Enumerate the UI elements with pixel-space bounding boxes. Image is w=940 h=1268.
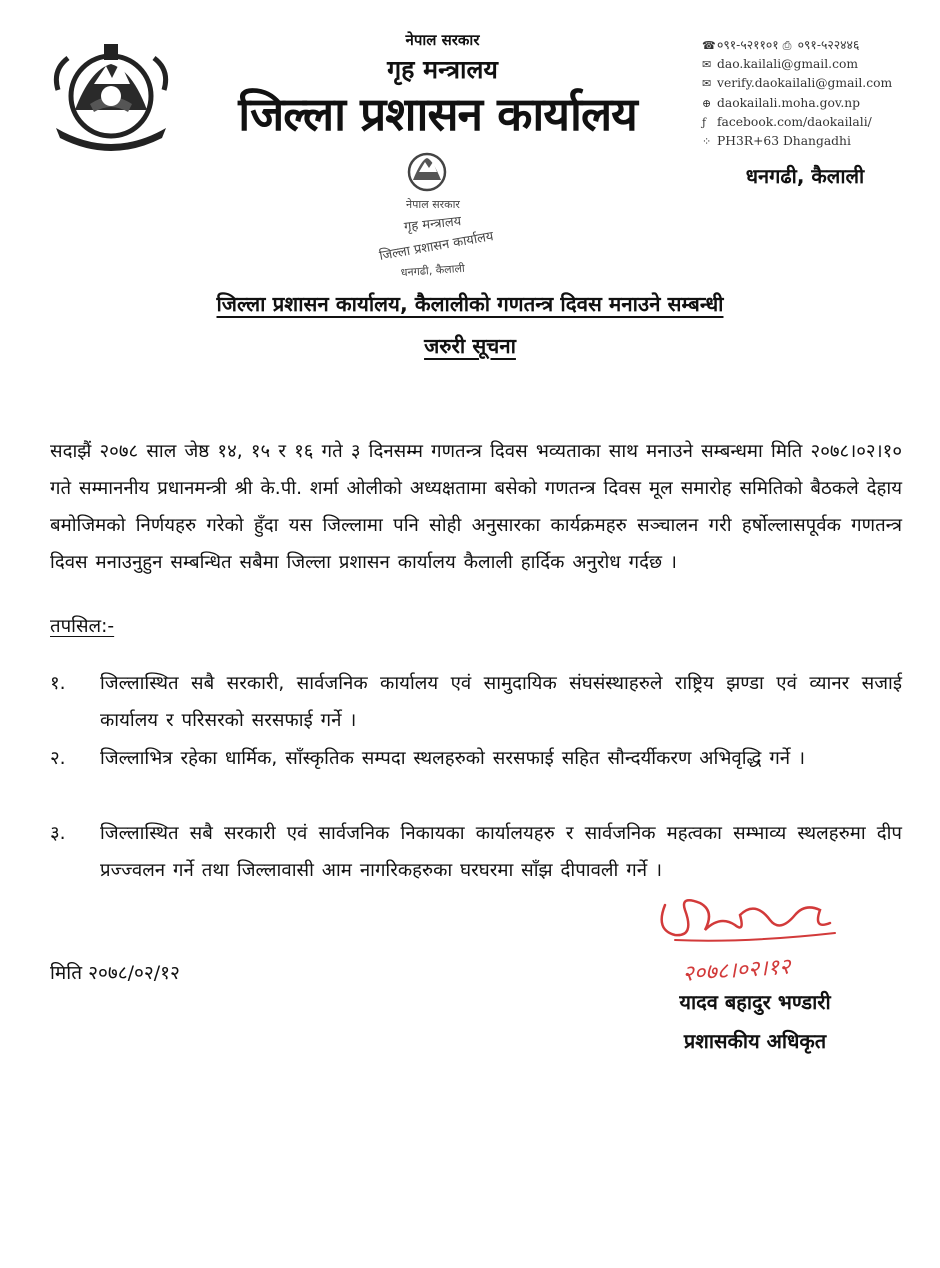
stamp-line-3: जिल्ला प्रशासन कार्यालय	[378, 229, 495, 264]
stamp-line-4: धनगढी, कैलाली	[400, 261, 466, 280]
plus-code: PH3R+63 Dhangadhi	[717, 134, 851, 149]
facebook-row	[702, 113, 932, 132]
phone-icon: ☎	[702, 39, 716, 52]
nepal-emblem-logo	[50, 40, 172, 152]
notice-subtitle: जरुरी सूचना	[424, 334, 516, 358]
contact-block	[702, 36, 932, 151]
ministry-name: गृह मन्त्रालय	[387, 55, 498, 84]
list-item	[50, 740, 902, 777]
signatory-title: प्रशासकीय अधिकृत	[683, 1029, 827, 1053]
office-location: धनगढी, कैलाली	[745, 164, 865, 188]
list-item-number: ३.	[50, 823, 66, 844]
stamp-emblem-icon	[409, 154, 445, 190]
list-item-text: जिल्लास्थित सबै सरकारी, सार्वजनिक कार्यालय एवं सामुदायिक संघसंस्थाहरुले राष्ट्रिय झण्डा एवं व्यानर सजाई कार्यालय र परिसरको सरसफाई गर्ने ।	[100, 673, 902, 731]
list-item	[50, 815, 902, 889]
stamp-line-1: नेपाल सरकार	[406, 198, 460, 211]
notice-title: जिल्ला प्रशासन कार्यालय, कैलालीको गणतन्त्र दिवस मनाउने सम्बन्धी	[216, 292, 724, 316]
website-row	[702, 94, 932, 113]
government-name: नेपाल सरकार	[405, 31, 480, 49]
notice-date: मिति २०७८/०२/१२	[50, 962, 180, 984]
list-item	[50, 665, 902, 739]
list-item-number: २.	[50, 748, 66, 769]
facebook-icon: ƒ	[702, 115, 707, 129]
stamp-line-2: गृह मन्त्रालय	[403, 214, 462, 235]
fax-icon: ⎙	[782, 39, 792, 52]
list-item-text: जिल्लाभित्र रहेका धार्मिक, साँस्कृतिक सम्पदा स्थलहरुको सरसफाई सहित सौन्दर्यीकरण अभिवृद्धि गर्ने ।	[100, 748, 806, 769]
office-name: जिल्ला प्रशासन कार्यालय	[238, 87, 637, 141]
list-item-number: १.	[50, 673, 66, 694]
phone-row	[702, 36, 932, 55]
handwritten-signature	[645, 885, 875, 995]
fax-number: ०९१-५२२४४६	[797, 38, 860, 52]
globe-icon: ⊕	[702, 96, 712, 110]
location-icon: ⁘	[702, 135, 712, 149]
email-row-1	[702, 55, 932, 74]
plus-code-row	[702, 132, 932, 151]
email-primary: dao.kailali@gmail.com	[717, 57, 859, 72]
mail-icon: ✉	[702, 58, 712, 72]
mail-icon: ✉	[702, 77, 712, 91]
email-row-2	[702, 74, 932, 93]
list-item-text: जिल्लास्थित सबै सरकारी एवं सार्वजनिक निकायका कार्यालयहरु र सार्वजनिक महत्वका सम्भाव्य स्थलहरुमा दीप प्रज्ज्वलन गर्ने तथा जिल्लावासी आम नागरिकहरुका घरघरमा साँझ दीपावली गर्ने ।	[100, 823, 902, 881]
office-stamp	[355, 150, 535, 285]
signatory-name: यादव बहादुर भण्डारी	[679, 990, 831, 1014]
website: daokailali.moha.gov.np	[717, 95, 861, 110]
phone-number: ०९१-५२११०१	[717, 38, 779, 52]
signature-date: २०७८।०२।१२	[681, 954, 792, 987]
facebook-page: facebook.com/daokailali/	[717, 114, 872, 129]
email-verify: verify.daokailali@gmail.com	[717, 76, 893, 91]
details-heading: तपसिल:-	[50, 616, 115, 637]
notice-body: सदाझैं २०७८ साल जेष्ठ १४, १५ र १६ गते ३ दिनसम्म गणतन्त्र दिवस भव्यताका साथ मनाउने सम्बन्धमा मिति २०७८।०२।१० गते सम्माननीय प्रधानमन्त्री श्री के.पी. शर्मा ओलीको अध्यक्षतामा बसेको गणतन्त्र दिवस मूल समारोह समितिको बैठकले देहाय बमोजिमको निर्णयहरु गरेको हुँदा यस जिल्लामा पनि सोही अनुसारका कार्यक्रमहरु सञ्चालन गरी हर्षोल्लासपूर्वक गणतन्त्र दिवस मनाउनुहुन सम्बन्धित सबैमा जिल्ला प्रशासन कार्यालय कैलाली हार्दिक अनुरोध गर्दछ ।	[50, 441, 902, 573]
